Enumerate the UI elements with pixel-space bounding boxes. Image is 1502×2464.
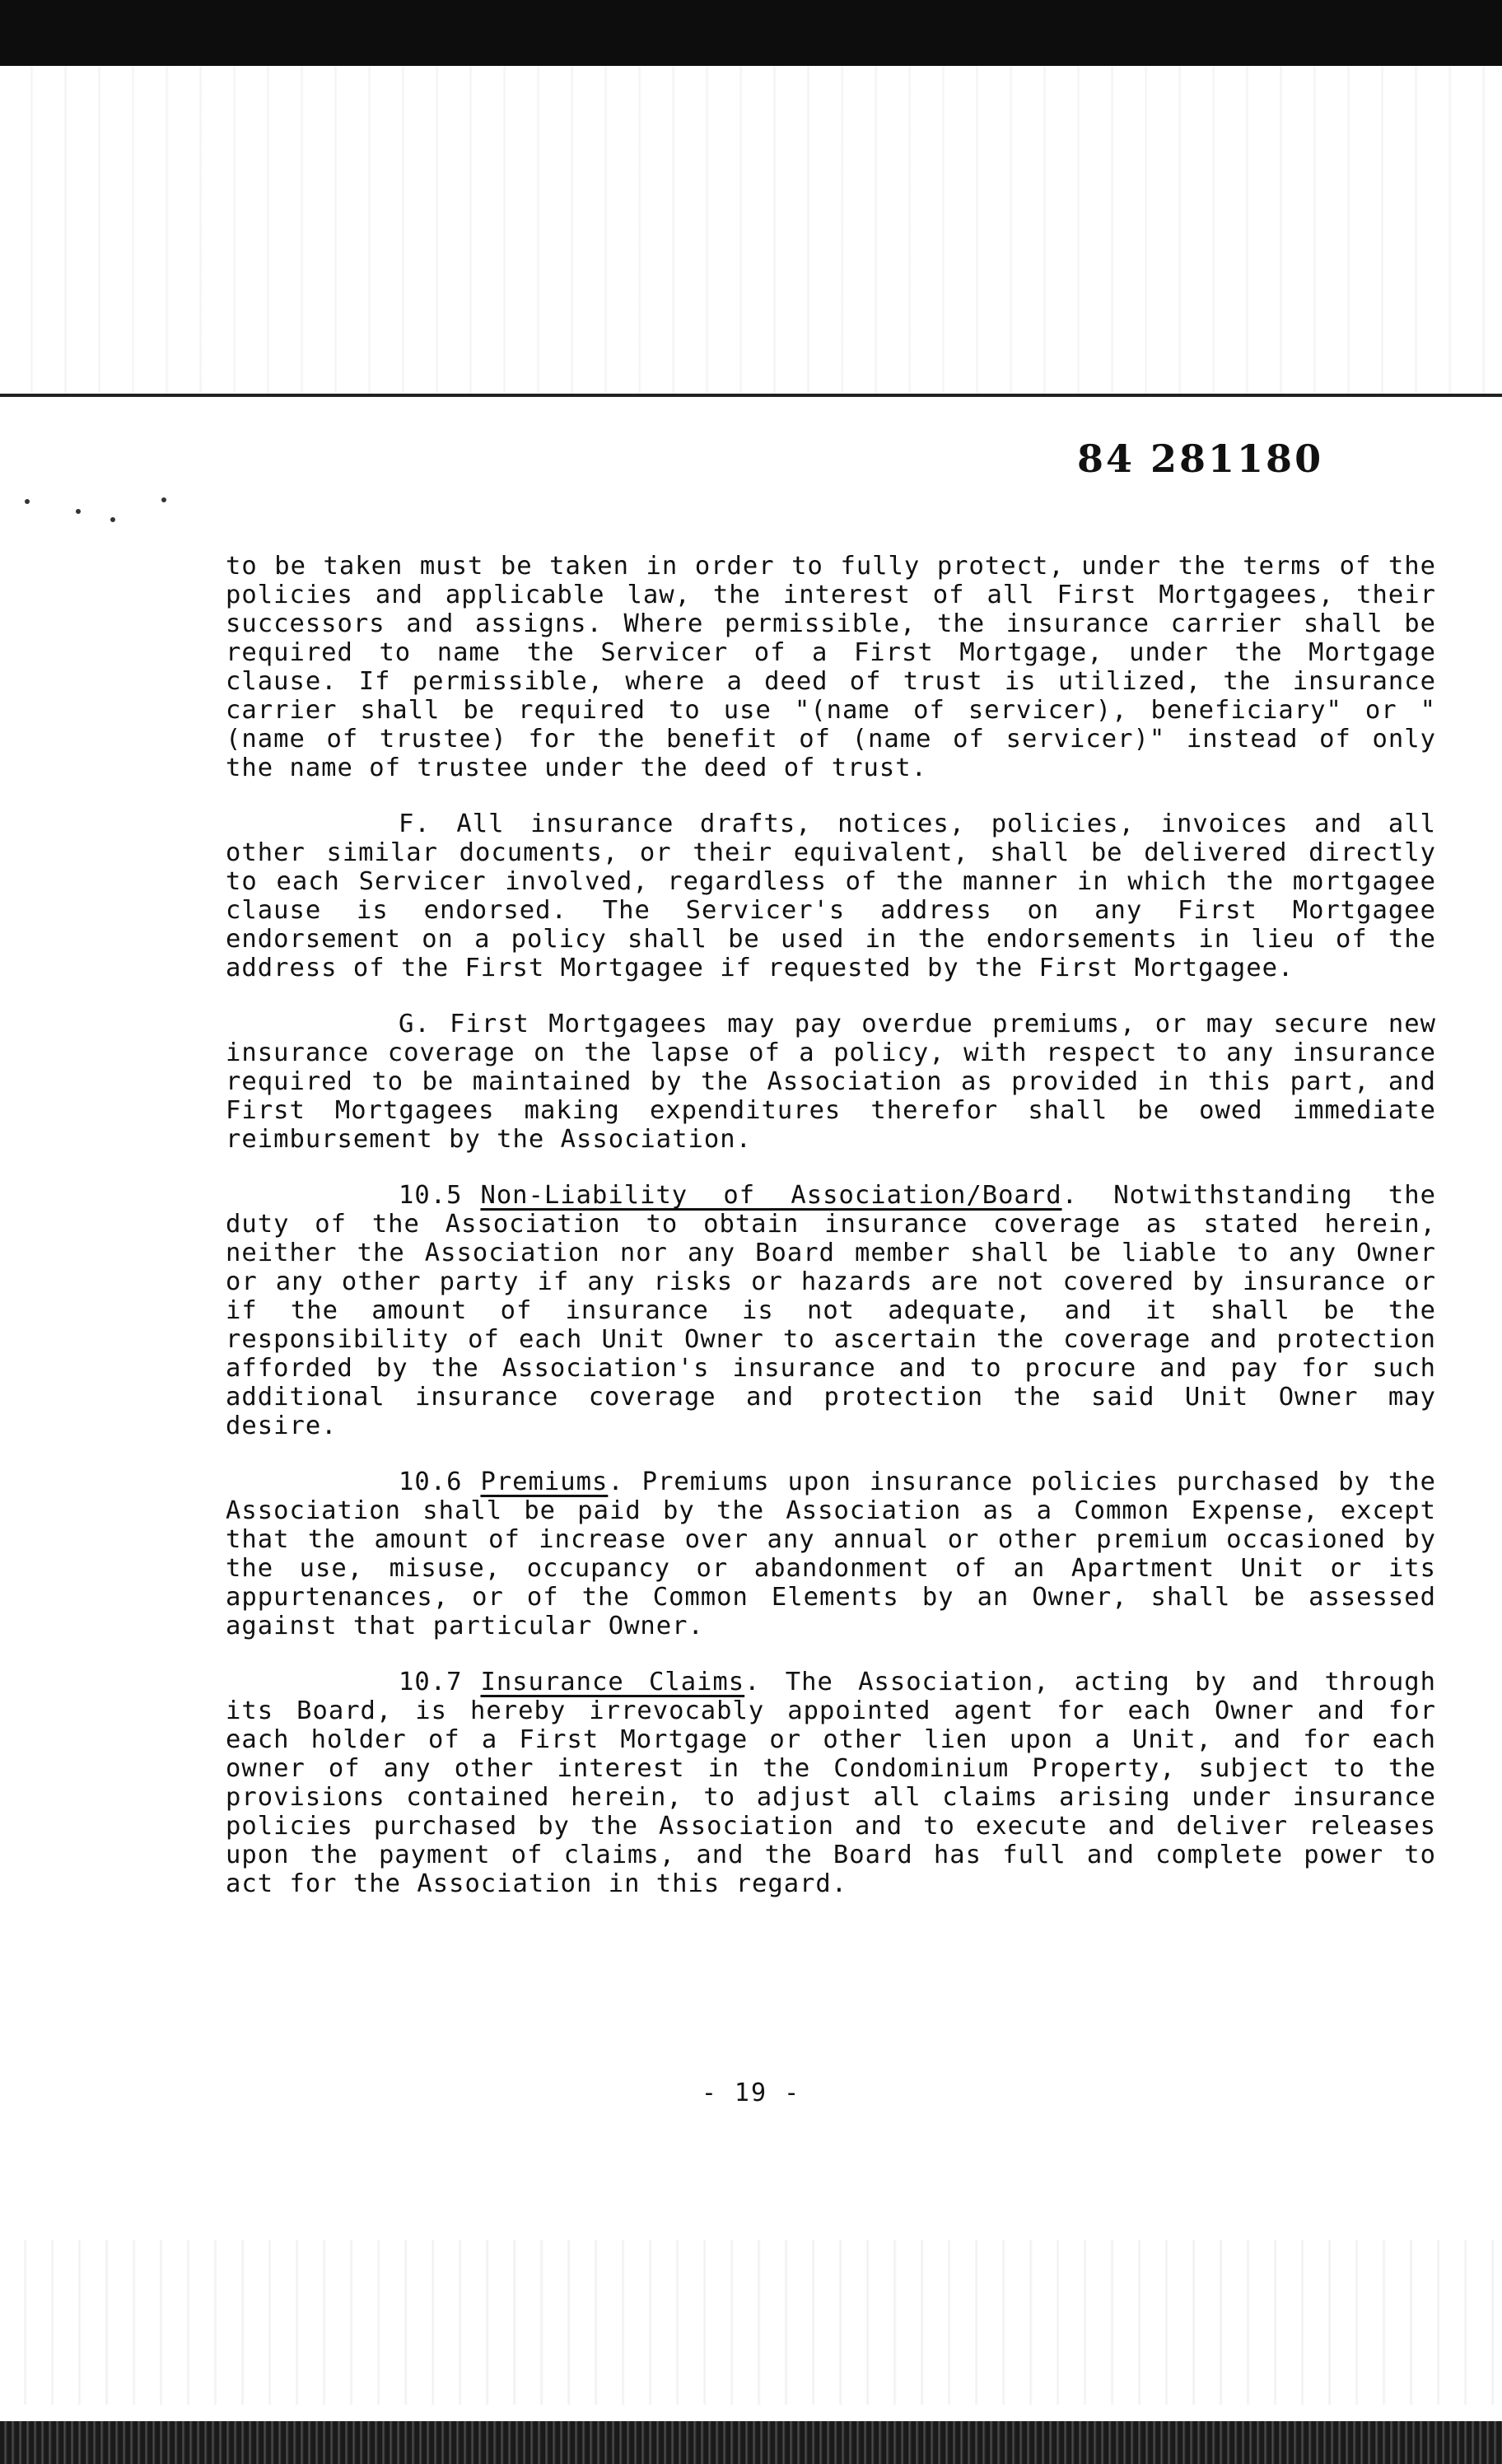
paragraph-g: G. First Mortgagees may pay overdue premiums, or may secure new insurance coverage on the lapse of a policy, with respect to any insurance required to be maintained by the Association as provided in this part, and First Mortgagees making expenditures therefor shall be owed immediate reimbursement by the Association. [226, 1010, 1436, 1154]
scan-bottom-noise [0, 2240, 1502, 2405]
scan-top-noise [0, 66, 1502, 395]
scan-top-rule [0, 394, 1502, 397]
section-number: 10.7 [399, 1668, 463, 1696]
paragraph-f: F. All insurance drafts, notices, policies, invoices and all other similar documents, or their equivalent, shall be delivered directly to each Servicer involved, regardless of the manner in which the mortgagee clause is endorsed. The Servicer's address on any First Mortgagee endorsement on a policy shall be used in the endorsements in lieu of the address of the First Mortgagee if requested by the First Mortgagee. [226, 810, 1436, 982]
scan-speck [110, 517, 115, 522]
section-10-6 [226, 1468, 1436, 1640]
section-body: . Notwithstanding the duty of the Association to obtain insurance coverage as stated herein, neither the Association nor any Board member shall be liable to any Owner or any other party if any risks or hazards are not covered by insurance or if the amount of insurance is not adequate, and it shall be the responsibility of each Unit Owner to ascertain the coverage and protection afforded by the Association's insurance and to procure and pay for such additional insurance coverage and protection the said Unit Owner may desire. [226, 1181, 1436, 1440]
section-10-7 [226, 1668, 1436, 1898]
paragraph-continuation: to be taken must be taken in order to fully protect, under the terms of the policies and applicable law, the interest of all First Mortgagees, their successors and assigns. Where permissible, the insurance carrier shall be required to name the Servicer of a First Mortgage, under the Mortgage clause. If permissible, where a deed of trust is utilized, the insurance carrier shall be required to use "(name of servicer), beneficiary" or "(name of trustee) for the benefit of (name of servicer)" instead of only the name of trustee under the deed of trust. [226, 552, 1436, 782]
page-body [226, 552, 1436, 1925]
scan-bottom-edge [0, 2421, 1502, 2464]
scan-speck [25, 499, 30, 504]
section-number: 10.6 [399, 1468, 463, 1496]
section-number: 10.5 [399, 1181, 463, 1210]
page-number: - 19 - [701, 2079, 801, 2107]
section-title: Non-Liability of Association/Board [480, 1181, 1062, 1210]
section-body: . Premiums upon insurance policies purchased by the Association shall be paid by the Association as a Common Expense, except that the amount of increase over any annual or other premium occasioned by the use, misuse, occupancy or abandonment of an Apartment Unit or its appurtenances, or of the Common Elements by an Owner, shall be assessed against that particular Owner. [226, 1468, 1436, 1640]
document-number: 84 281180 [1077, 436, 1324, 481]
scan-top-edge [0, 0, 1502, 66]
section-title: Insurance Claims [480, 1668, 745, 1696]
section-title: Premiums [480, 1468, 609, 1496]
section-10-5 [226, 1181, 1436, 1440]
scan-speck [161, 497, 166, 502]
scan-speck [76, 509, 81, 514]
section-body: . The Association, acting by and through its Board, is hereby irrevocably appointed agent for each Owner and for each holder of a First Mortgage or other lien upon a Unit, and for each owner of any other interest in the Condominium Property, subject to the provisions contained herein, to adjust all claims arising under insurance policies purchased by the Association and to execute and deliver releases upon the payment of claims, and the Board has full and complete power to act for the Association in this regard. [226, 1668, 1436, 1898]
